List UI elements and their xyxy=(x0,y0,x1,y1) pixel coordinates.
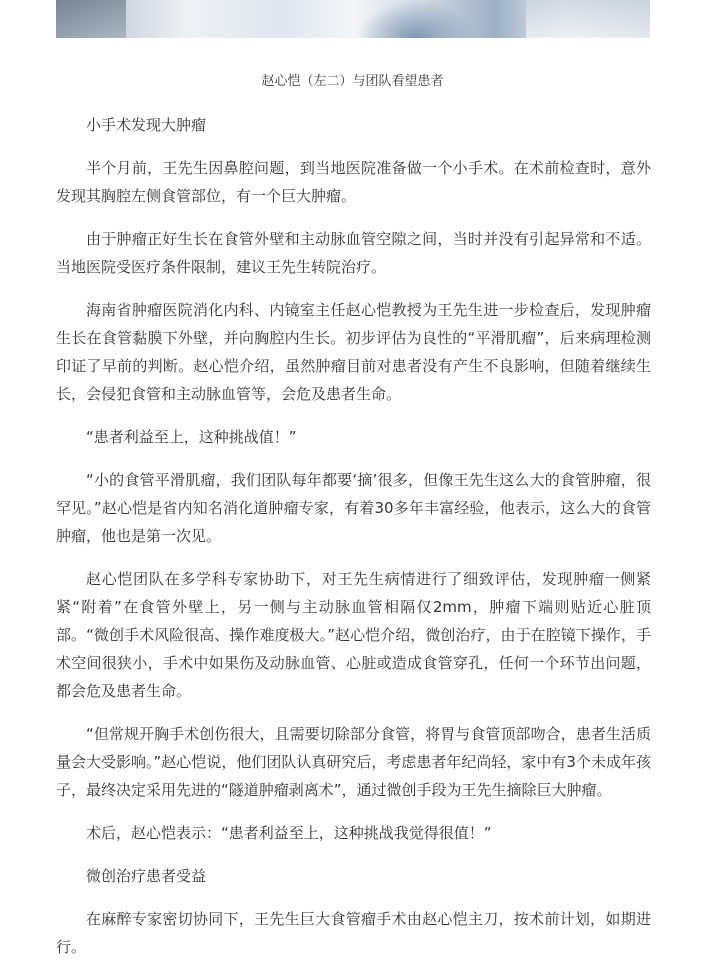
paragraph-8: 在麻醉专家密切协同下，王先生巨大食管瘤手术由赵心恺主刀，按术前计划，如期进行。 xyxy=(56,910,651,956)
photo-caption: 赵心恺（左二）与团队看望患者 xyxy=(261,74,444,89)
photo-shade-right xyxy=(526,0,650,38)
photo-shade-center xyxy=(356,0,476,38)
paragraph-4: “小的食管平滑肌瘤，我们团队每年都要‘摘’很多，但像王先生这么大的食管肿瘤，很罕见。”赵心恺是省内知名消化道肿瘤专家，有着30多年丰富经验，他表示，这么大的食管肿瘤，他也是第一次见。 xyxy=(56,471,651,545)
paragraph-1: 半个月前，王先生因鼻腔问题，到当地医院准备做一个小手术。在术前检查时，意外发现其胸腔左侧食管部位，有一个巨大肿瘤。 xyxy=(56,159,651,205)
paragraph-3: 海南省肿瘤医院消化内科、内镜室主任赵心恺教授为王先生进一步检查后，发现肿瘤生长在食管黏膜下外壁，并向胸腔内生长。初步评估为良性的“平滑肌瘤”，后来病理检测印证了早前的判断。赵心恺介绍，虽然肿瘤目前对患者没有产生不良影响，但随着继续生长，会侵犯食管和主动脉血管等，会危及患者生命。 xyxy=(56,301,651,403)
paragraph-5: 赵心恺团队在多学科专家协助下，对王先生病情进行了细致评估，发现肿瘤一侧紧紧“附着”在食管外壁上，另一侧与主动脉血管相隔仅2mm，肿瘤下端则贴近心脏顶部。“微创手术风险很高、操作难度极大。”赵心恺介绍，微创治疗，由于在腔镜下操作，手术空间很狭小，手术中如果伤及动脉血管、心脏或造成食管穿孔，任何一个环节出问题，都会危及患者生命。 xyxy=(56,570,651,700)
photo-shade-left xyxy=(56,0,126,38)
article-photo xyxy=(56,0,650,38)
section-heading-2: 微创治疗患者受益 xyxy=(86,867,207,885)
article-body xyxy=(56,111,651,975)
quote-heading: “患者利益至上，这种挑战值！” xyxy=(86,428,297,446)
section-heading-1: 小手术发现大肿瘤 xyxy=(86,116,207,134)
paragraph-7: 术后，赵心恺表示：“患者利益至上，这种挑战我觉得很值！” xyxy=(86,824,492,842)
paragraph-2: 由于肿瘤正好生长在食管外壁和主动脉血管空隙之间，当时并没有引起异常和不适。当地医院受医疗条件限制，建议王先生转院治疗。 xyxy=(56,230,651,276)
paragraph-6: “但常规开胸手术创伤很大，且需要切除部分食管，将胃与食管顶部吻合，患者生活质量会大受影响。”赵心恺说，他们团队认真研究后，考虑患者年纪尚轻，家中有3个未成年孩子，最终决定采用先进的“隧道肿瘤剥离术”，通过微创手段为王先生摘除巨大肿瘤。 xyxy=(56,725,651,799)
